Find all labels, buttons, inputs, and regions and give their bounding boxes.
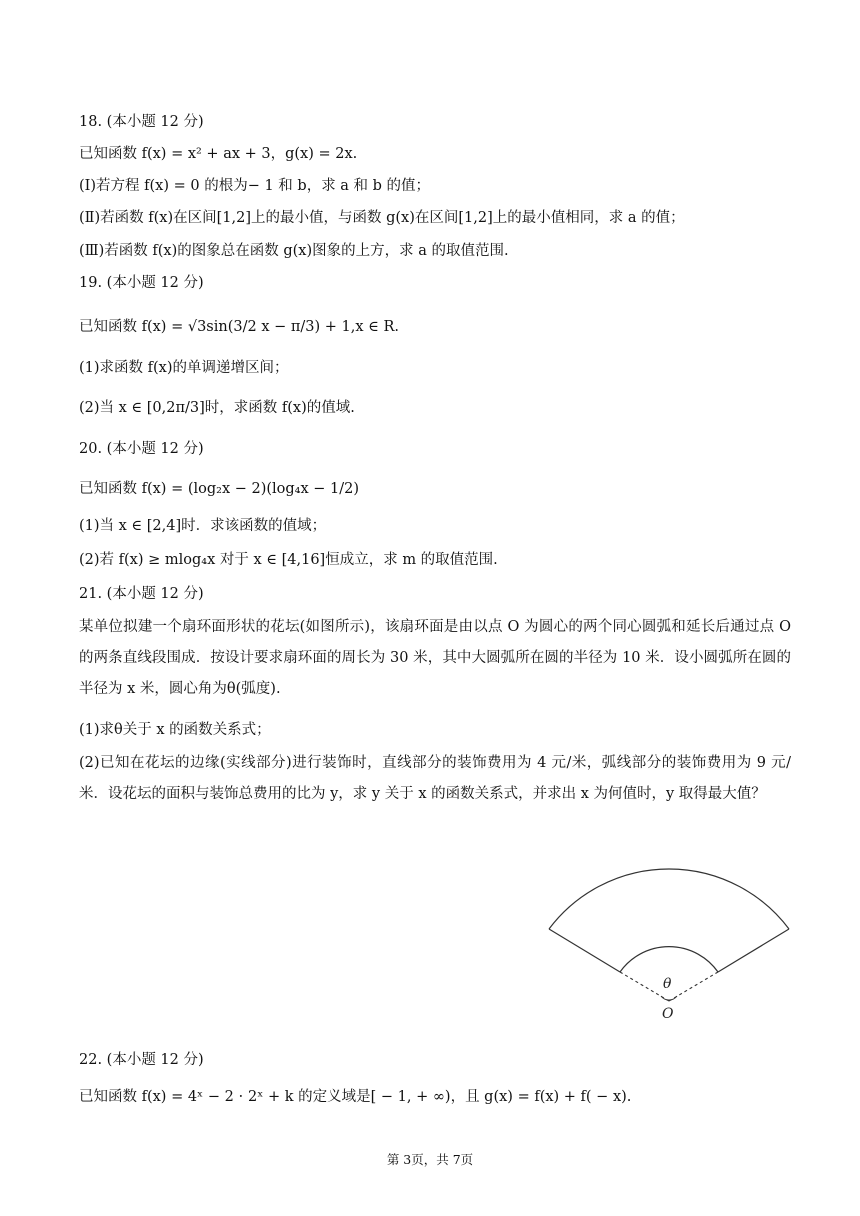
right-edge: [718, 929, 789, 972]
q22-given: 已知函数 f(x) = 4ˣ − 2 ⋅ 2ˣ + k 的定义域是[ − 1, + ∞)，且 g(x) = f(x) + f( − x).: [79, 1089, 632, 1105]
q22-heading: 22. (本小题 12 分): [79, 1052, 204, 1068]
theta-label: θ: [663, 976, 672, 992]
q19-part1: (1)求函数 f(x)的单调递增区间；: [79, 360, 289, 376]
q19-given: 已知函数 f(x) = √3sin(3/2 x − π/3) + 1,x ∈ R.: [79, 319, 400, 335]
q21-body: 某单位拟建一个扇环面形状的花坛(如图所示)，该扇环面是由以点 O 为圆心的两个同心圆弧和延长后通过点 O 的两条直线段围成．按设计要求扇环面的周长为 30 米，其中大圆弧所在圆的半径为 10 米．设小圆弧所在圆的半径为 x 米，圆心角为θ(弧度).: [79, 619, 791, 697]
q20-part1: (1)当 x ∈ [2,4]时．求该函数的值域；: [79, 518, 327, 534]
angle-mark: [661, 996, 677, 1000]
q20-part2: (2)若 f(x) ≥ mlog₄x 对于 x ∈ [4,16]恒成立，求 m 的取值范围.: [79, 552, 498, 568]
q21-part1: (1)求θ关于 x 的函数关系式；: [79, 722, 271, 738]
q19-heading: 19. (本小题 12 分): [79, 275, 204, 291]
q21-part2: (2)已知在花坛的边缘(实线部分)进行装饰时，直线部分的装饰费用为 4 元/米，弧线部分的装饰费用为 9 元/米．设花坛的面积与装饰总费用的比为 y，求 y 关于 x 的函数关系式，并求出 x 为何值时，y 取得最大值？: [79, 755, 791, 802]
q18-heading: 18. (本小题 12 分): [79, 114, 204, 130]
q18-part2: (Ⅱ)若函数 f(x)在区间[1,2]上的最小值，与函数 g(x)在区间[1,2]上的最小值相同，求 a 的值；: [79, 210, 685, 226]
inner-arc: [620, 947, 718, 972]
page-footer: 第 3页，共 7页: [386, 1152, 474, 1167]
q18-given: 已知函数 f(x) = x² + ax + 3，g(x) = 2x.: [79, 146, 358, 162]
q19-part2: (2)当 x ∈ [0,2π/3]时，求函数 f(x)的值域.: [79, 400, 355, 416]
q18-part1: (Ⅰ)若方程 f(x) = 0 的根为− 1 和 b，求 a 和 b 的值；: [79, 178, 431, 194]
q21-heading: 21. (本小题 12 分): [79, 586, 204, 602]
q20-given: 已知函数 f(x) = (log₂x − 2)(log₄x − 1/2): [79, 481, 360, 497]
fan-ring-figure: [540, 855, 800, 1025]
left-edge: [549, 929, 620, 972]
q20-heading: 20. (本小题 12 分): [79, 441, 204, 457]
q18-part3: (Ⅲ)若函数 f(x)的图象总在函数 g(x)图象的上方，求 a 的取值范围.: [79, 243, 509, 259]
center-label: O: [662, 1006, 674, 1022]
outer-arc: [549, 869, 789, 929]
